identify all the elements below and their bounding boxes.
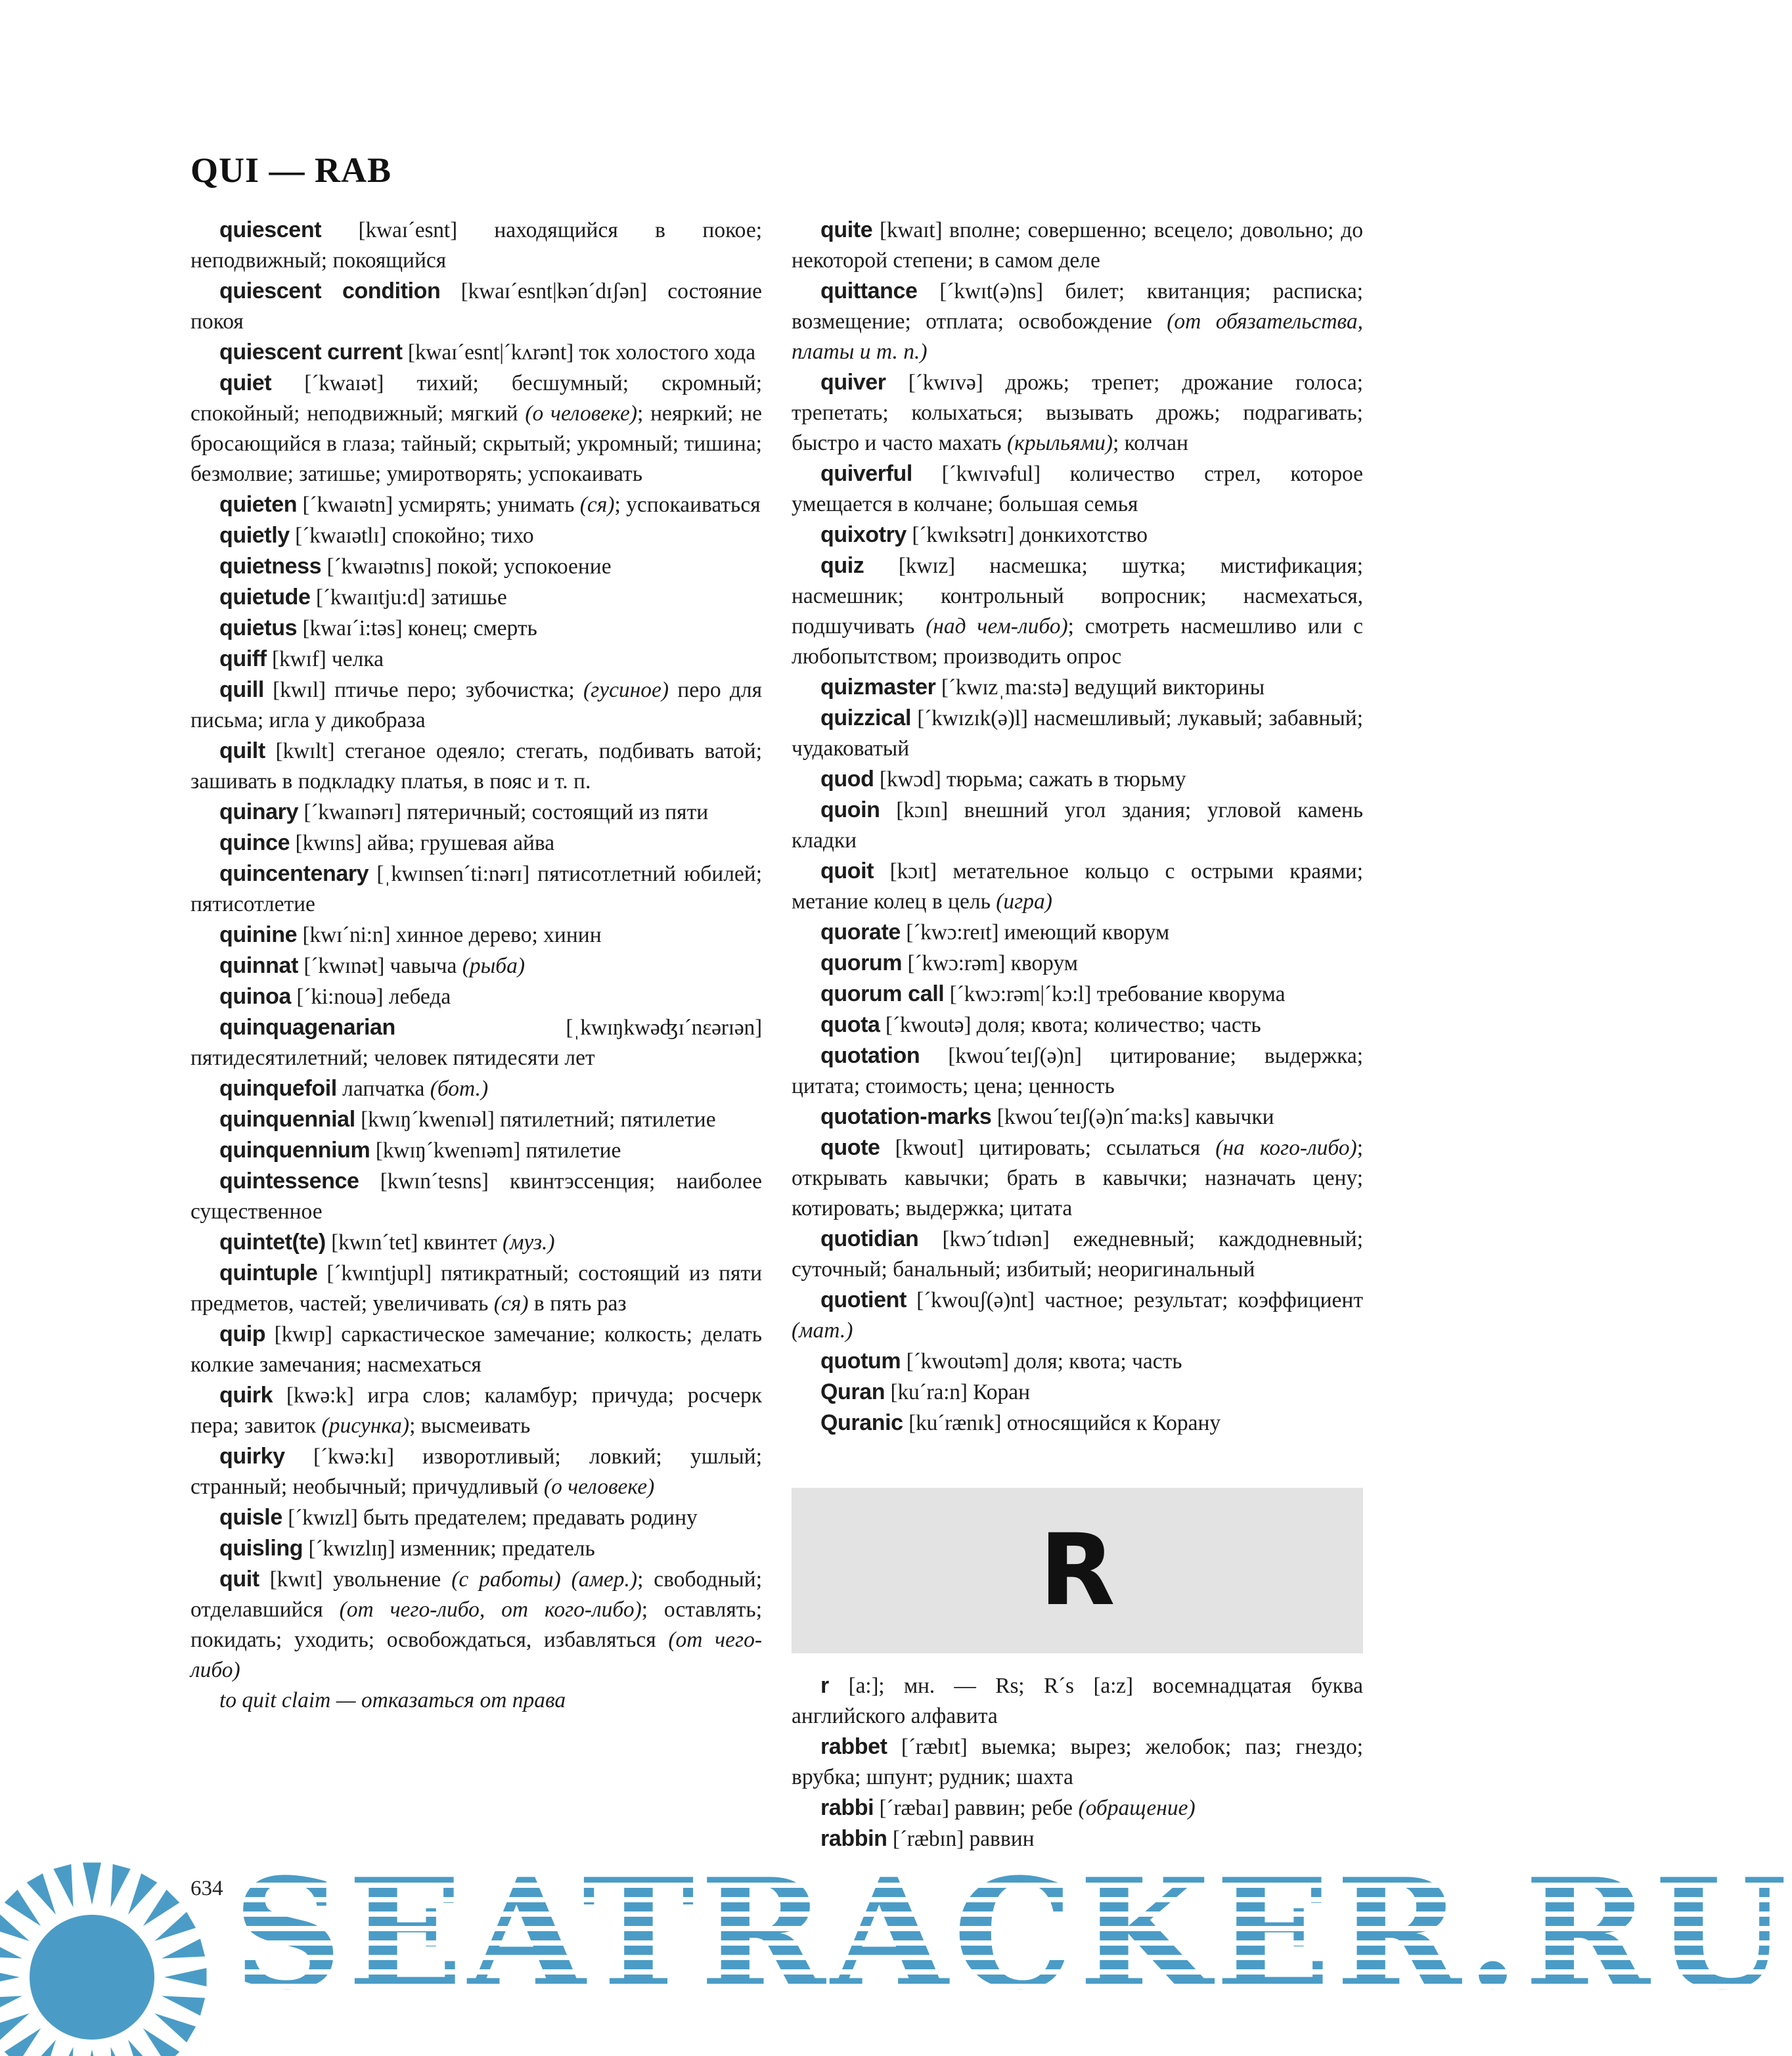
transcription: [´ræbɪn] <box>892 1827 964 1851</box>
definition: насмешка; шутка; мистификация; насмешник; контрольный вопросник; насмехаться, подшучивать <box>792 554 1364 638</box>
transcription: [kwaɪ´esnt] <box>358 218 457 242</box>
sun-ray <box>53 1864 73 1908</box>
headword: quite <box>820 217 873 242</box>
definition: в пять раз <box>528 1291 627 1316</box>
transcription: [kwout] <box>895 1136 964 1160</box>
usage-note: (ся) <box>493 1291 529 1316</box>
dictionary-entry <box>792 764 1363 795</box>
headword: quietly <box>219 523 290 548</box>
headword: quizzical <box>820 705 912 730</box>
headword: quinine <box>219 922 298 947</box>
transcription: [ˌkwɪnsen´ti:nərɪ] <box>376 862 530 886</box>
transcription: [kwɪn´tet] <box>331 1230 418 1255</box>
dictionary-entry <box>190 489 762 520</box>
dictionary-entry <box>792 1670 1363 1732</box>
headword: Quranic <box>820 1410 903 1435</box>
sun-ray <box>83 1863 101 1905</box>
headword: quota <box>820 1012 880 1037</box>
definition: пятисотлетний юбилей; пятисотлетие <box>190 862 763 916</box>
definition: затишье <box>430 585 507 610</box>
dictionary-entry <box>190 1564 762 1686</box>
definition: восемнадцатая буква английского алфавита <box>792 1674 1363 1728</box>
headword: quintet(te) <box>219 1230 326 1255</box>
definition: пятилетний; пятилетие <box>500 1107 716 1132</box>
definition: требование кворума <box>1096 982 1286 1006</box>
definition: стеганое одеяло; стегать, подбивать ватой; зашивать в подкладку платья, в пояс и т. п. <box>190 739 763 793</box>
headword: quinnat <box>219 953 298 978</box>
dictionary-entry <box>792 276 1363 367</box>
usage-note: (гусиное) <box>583 678 669 702</box>
dictionary-entry <box>190 1227 762 1258</box>
definition: ; свободный; отделавшийся <box>190 1567 763 1622</box>
definition: кавычки <box>1195 1105 1274 1129</box>
dictionary-entry <box>190 644 762 675</box>
dictionary-entry <box>190 1380 762 1441</box>
definition: ; колчан <box>1112 431 1188 455</box>
dictionary-entry <box>190 1319 762 1380</box>
headword: quizmaster <box>820 675 936 700</box>
transcription: [´kwoutə] <box>885 1013 972 1037</box>
dictionary-entry <box>190 1441 762 1502</box>
dictionary-entry <box>792 795 1363 856</box>
definition: тюрьма; сажать в тюрьму <box>946 767 1186 792</box>
transcription: [kwɪt] <box>269 1567 323 1592</box>
transcription: [´kwɪzl] <box>288 1506 358 1530</box>
dictionary-entry <box>792 520 1363 550</box>
dictionary-entry <box>792 367 1363 458</box>
headword: quinquefoil <box>219 1076 337 1101</box>
dictionary-entry <box>792 458 1363 520</box>
definition: цитирование; выдержка; цитата; стоимость; цена; ценность <box>792 1044 1364 1098</box>
sun-ray <box>164 1968 206 1986</box>
definition: изворотливый; ловкий; ушлый; странный; необычный; причудливый <box>190 1444 763 1499</box>
definition: внешний угол здания; угловой камень кладки <box>792 798 1364 853</box>
definition: ежедневный; каждодневный; суточный; банальный; избитый; неоригинальный <box>792 1227 1364 1282</box>
headword: rabbi <box>820 1795 874 1820</box>
definition: кворум <box>1010 951 1078 975</box>
transcription: [´kwaɪɪtju:d] <box>315 585 426 610</box>
dictionary-entry <box>792 1732 1363 1793</box>
definition: доля; квота; часть <box>1014 1349 1182 1374</box>
dictionary-entry <box>190 1073 762 1104</box>
usage-note: (о человеке) <box>543 1475 655 1499</box>
dictionary-entry <box>792 917 1363 948</box>
dictionary-entry <box>792 1040 1363 1102</box>
dictionary-entry <box>792 1346 1363 1377</box>
usage-note: (бот.) <box>430 1077 489 1101</box>
sun-ray <box>0 2013 30 2042</box>
headword: quinquennium <box>219 1138 370 1163</box>
definition: раввин <box>969 1827 1035 1851</box>
headword: quirky <box>219 1444 285 1469</box>
usage-note: (крыльями) <box>1007 431 1113 455</box>
dictionary-entry <box>792 856 1363 917</box>
headword: quintuple <box>219 1261 318 1285</box>
transcription: [´kwɪt(ə)ns] <box>939 279 1043 303</box>
transcription: [´kwɔ:rəm] <box>907 951 1006 975</box>
sun-ray <box>143 1890 179 1926</box>
section-letter-box <box>792 1488 1363 1653</box>
dictionary-entry <box>190 828 762 859</box>
transcription: [´kwɪnət] <box>303 954 385 978</box>
headword: quiverful <box>820 461 912 486</box>
dictionary-entry <box>190 613 762 644</box>
transcription: [kwɪp] <box>274 1322 332 1347</box>
usage-note: (муз.) <box>502 1230 555 1255</box>
headword: quinary <box>219 799 299 824</box>
transcription: [kwaɪ´i:təs] <box>302 616 403 640</box>
headword: quinquagenarian <box>219 1015 395 1040</box>
dictionary-entry <box>792 1285 1363 1346</box>
dictionary-entry <box>190 551 762 582</box>
usage-note: (ся) <box>579 493 615 517</box>
transcription: [kɔɪt] <box>889 859 937 883</box>
headword: quisling <box>219 1536 303 1561</box>
headword: quinquennial <box>219 1107 355 1132</box>
headword: quincentenary <box>219 861 369 886</box>
dictionary-entry <box>190 1166 762 1227</box>
dictionary-entry <box>190 215 762 276</box>
sun-ray <box>110 2047 130 2056</box>
transcription: [kwɪn´tesns] <box>380 1169 489 1194</box>
headword: quiver <box>820 370 886 395</box>
headword: quotation-marks <box>820 1104 992 1129</box>
definition: чавыча <box>390 954 457 978</box>
transcription: [kwaɪ´esnt|kən´dɪʃən] <box>460 279 648 303</box>
dictionary-entry <box>190 675 762 736</box>
usage-note: (с работы) (амер.) <box>451 1567 638 1592</box>
definition: состояние покоя <box>190 279 762 334</box>
sun-ray <box>53 2047 73 2056</box>
transcription: [kwɔ´tɪdɪən] <box>942 1227 1050 1251</box>
headword: quote <box>820 1135 880 1160</box>
headword: quiz <box>820 553 864 578</box>
headword: quietude <box>219 585 311 610</box>
definition: цитировать; ссылаться <box>979 1136 1201 1160</box>
transcription: [ku´ra:n] <box>890 1380 968 1404</box>
transcription: [´kwouʃ(ə)nt] <box>916 1288 1035 1312</box>
definition: имеющий кворум <box>1004 920 1170 945</box>
headword: quinoa <box>219 984 292 1009</box>
usage-note: (обращение) <box>1078 1796 1196 1820</box>
transcription: [kwə:k] <box>286 1383 354 1408</box>
dictionary-entry <box>190 1258 762 1319</box>
r-section-column <box>792 1670 1363 1854</box>
dictionary-entry <box>190 1135 762 1166</box>
dictionary-entry <box>792 672 1363 703</box>
right-column <box>792 215 1363 1439</box>
dictionary-entry <box>190 920 762 950</box>
dictionary-entry <box>792 550 1363 672</box>
transcription: [´kwɪzˌma:stə] <box>941 675 1069 700</box>
transcription: [kwɪ´ni:n] <box>302 923 391 947</box>
headword: quorum call <box>820 981 945 1006</box>
definition: пятилетие <box>526 1138 621 1163</box>
headword: r <box>820 1673 829 1698</box>
definition: квинтет <box>423 1230 497 1255</box>
dictionary-entry <box>792 1010 1363 1040</box>
dictionary-entry <box>190 950 762 981</box>
headword: quietness <box>219 554 322 579</box>
sun-ray <box>110 1864 130 1908</box>
transcription: [´kwaɪətnɪs] <box>326 554 432 579</box>
definition: находящийся в покое; неподвижный; покоящийся <box>190 218 763 273</box>
dictionary-entry <box>792 1793 1363 1823</box>
dictionary-entry <box>190 368 762 489</box>
definition: ; высмеивать <box>409 1414 531 1438</box>
dictionary-entry <box>190 797 762 828</box>
transcription: [´kwɪntjupl] <box>326 1261 432 1285</box>
definition: лебеда <box>388 985 451 1009</box>
headword: quotidian <box>820 1226 919 1251</box>
transcription: [´ræbɪt] <box>901 1735 968 1759</box>
definition: челка <box>331 647 384 671</box>
transcription: [´kwɪvə] <box>908 370 983 395</box>
definition: количество стрел, которое умещается в колчане; большая семья <box>792 462 1364 516</box>
headword: rabbet <box>820 1734 887 1759</box>
dictionary-entry <box>190 520 762 551</box>
sun-ray <box>5 2028 41 2056</box>
usage-note: (над чем-либо) <box>926 614 1068 638</box>
definition: Коран <box>973 1380 1031 1404</box>
transcription: [´kwaɪnərɪ] <box>303 800 401 824</box>
transcription: [kwɪf] <box>272 647 326 671</box>
definition: дрожь; трепет; дрожание голоса; трепетать; колыхаться; вызывать дрожь; подрагивать; быстро и часто махать <box>792 370 1364 455</box>
headword: quirk <box>219 1383 273 1408</box>
headword: quiescent <box>219 217 322 242</box>
definition: ; неяркий; не бросающийся в глаза; тайный; скрытый; укромный; тишина; безмолвие; затишье; умиротворять; успокаивать <box>190 401 762 486</box>
headword: quittance <box>820 279 918 303</box>
sun-ray <box>0 1912 30 1941</box>
dictionary-entry <box>190 981 762 1012</box>
transcription: [´kwɔ:reɪt] <box>906 920 999 945</box>
transcription: [kwou´teɪʃ(ə)n] <box>948 1044 1082 1068</box>
transcription: [kwɪŋ´kwenɪəl] <box>361 1107 495 1132</box>
definition: донкихотство <box>1019 523 1148 547</box>
transcription: [kwɔd] <box>879 767 941 792</box>
dictionary-entry <box>792 215 1363 276</box>
headword: quill <box>219 677 264 702</box>
usage-note: (игра) <box>996 889 1052 914</box>
headword: quotum <box>820 1349 901 1374</box>
headword: quince <box>219 830 290 855</box>
usage-note: (о человеке) <box>525 401 638 426</box>
headword: quietus <box>219 615 298 640</box>
dictionary-entry <box>792 948 1363 979</box>
definition: айва; грушевая айва <box>367 831 555 855</box>
section-letter: R <box>1039 1513 1115 1628</box>
transcription: [´ki:nouə] <box>296 985 384 1009</box>
transcription: [kwɪŋ´kwenɪəm] <box>375 1138 521 1163</box>
sun-ray <box>5 1890 41 1926</box>
transcription: [kwɪz] <box>898 554 955 578</box>
dictionary-entry <box>792 703 1363 764</box>
transcription: [kwou´teɪʃ(ə)n´ma:ks] <box>997 1105 1190 1129</box>
definition: увольнение <box>333 1567 441 1592</box>
definition: ; смотреть насмешливо или с любопытством; производить опрос <box>792 614 1363 669</box>
dictionary-entry <box>792 1224 1363 1285</box>
definition: тихий; бесшумный; скромный; спокойный; неподвижный; мягкий <box>190 371 762 426</box>
headword: quotient <box>820 1287 907 1312</box>
headword: quixotry <box>820 522 907 547</box>
definition: выемка; вырез; желобок; паз; гнездо; врубка; шпунт; рудник; шахта <box>792 1735 1364 1789</box>
transcription: [ˌkwɪŋkwəʤɪ´nɛərɪən] <box>566 1016 762 1040</box>
transcription: [´kwaɪətn] <box>302 493 393 517</box>
transcription: [´kwɔ:rəm|´kɔ:l] <box>949 982 1092 1006</box>
definition: конец; смерть <box>407 616 537 640</box>
left-column <box>190 215 762 1716</box>
definition: квинтэссенция; наиболее существенное <box>190 1169 762 1224</box>
definition: птичье перо; зубочистка; <box>334 678 575 702</box>
definition: пятидесятилетний; человек пятидесяти лет <box>190 1046 595 1070</box>
dictionary-entry <box>792 1132 1363 1224</box>
headword: quotation <box>820 1043 920 1068</box>
definition: игра слов; каламбур; причуда; росчерк пера; завиток <box>190 1383 763 1438</box>
definition: ток холостого хода <box>579 340 756 365</box>
headword: quorate <box>820 920 901 945</box>
definition: метательное кольцо с острыми краями; метание колец в цель <box>792 859 1364 914</box>
definition: ; открывать кавычки; брать в кавычки; назначать цену; котировать; выдержка; цитата <box>792 1136 1363 1220</box>
sun-ray <box>143 2028 179 2056</box>
transcription: [´ræbaɪ] <box>879 1796 949 1820</box>
definition: изменник; предатель <box>400 1536 595 1561</box>
definition: пятикратный; состоящий из пяти предметов, частей; увеличивать <box>190 1261 763 1316</box>
headword: quieten <box>219 492 298 517</box>
sun-ray <box>27 1873 56 1915</box>
transcription: [´kwɪzlɪŋ] <box>308 1536 395 1561</box>
dictionary-entry <box>190 1104 762 1135</box>
definition: билет; квитанция; расписка; возмещение; отплата; освобождение <box>792 279 1364 334</box>
sun-ray <box>0 1938 22 1958</box>
dictionary-entry <box>792 1408 1363 1439</box>
headword: quiff <box>219 646 267 671</box>
dictionary-entry <box>190 1533 762 1564</box>
dictionary-entry <box>190 1502 762 1533</box>
sun-ray <box>154 2013 196 2042</box>
definition: ведущий викторины <box>1074 675 1265 700</box>
definition: спокойно; тихо <box>392 524 534 548</box>
usage-note: (мат.) <box>792 1318 853 1343</box>
transcription: [´kwɪksətrɪ] <box>912 523 1015 547</box>
headword: Quran <box>820 1379 885 1404</box>
dictionary-entry <box>792 1377 1363 1408</box>
dictionary-entry <box>190 859 762 920</box>
definition: насмешливый; лукавый; забавный; чудаковатый <box>792 706 1363 761</box>
dictionary-entry <box>190 1012 762 1073</box>
transcription: [´kwə:kɪ] <box>313 1444 394 1469</box>
definition: частное; результат; коэффициент <box>1044 1288 1363 1312</box>
headword: quoit <box>820 859 874 883</box>
headword: quorum <box>820 950 903 975</box>
sun-ray <box>0 1996 22 2015</box>
transcription: [ku´rænɪk] <box>908 1411 1002 1435</box>
definition: перо для письма; игла у дикобраза <box>190 678 763 732</box>
definition: покой; успокоение <box>437 554 612 579</box>
transcription: [kɔɪn] <box>896 798 949 822</box>
dictionary-entry <box>190 337 762 368</box>
headword: quiescent current <box>219 340 403 365</box>
watermark-text: SEATRACKER.RU <box>233 1846 1792 2023</box>
usage-note: (от чего-либо) <box>190 1628 762 1682</box>
headword: quiet <box>219 370 272 395</box>
dictionary-entry <box>190 736 762 797</box>
sun-ray <box>128 1873 157 1915</box>
definition: вполне; совершенно; всецело; довольно; до некоторой степени; в самом деле <box>792 218 1363 273</box>
definition: пятеричный; состоящий из пяти <box>407 800 709 824</box>
sun-ray <box>162 1938 205 1958</box>
transcription: [kwaɪ´esnt|´kʌrənt] <box>407 340 574 365</box>
definition: ; оставлять; покидать; уходить; освобождаться, избавляться <box>190 1598 763 1652</box>
page-header: QUI — RAB <box>190 150 392 190</box>
headword: quip <box>219 1322 266 1347</box>
headword: quit <box>219 1567 259 1592</box>
usage-note: (от обязательства, платы и т. п.) <box>792 309 1363 364</box>
transcription: [kwɪl] <box>273 678 326 702</box>
definition: лапчатка <box>342 1077 425 1101</box>
definition: быть предателем; предавать родину <box>363 1506 698 1530</box>
usage-note: (рисунка) <box>321 1414 410 1438</box>
transcription: [´kwaɪətlɪ] <box>295 524 387 548</box>
headword: quintessence <box>219 1169 359 1194</box>
headword: rabbin <box>820 1826 887 1851</box>
definition: усмирять; унимать <box>398 493 575 517</box>
definition: ; успокаиваться <box>614 493 761 517</box>
transcription: [´kwaɪət] <box>304 371 384 395</box>
transcription: [´kwɪvəful] <box>941 462 1041 486</box>
transcription: [kwɪlt] <box>275 739 335 763</box>
transcription: [kwɪns] <box>295 831 362 855</box>
transcription: [kwaɪt] <box>879 218 943 242</box>
phrase-example: to quit claim — отказаться от права <box>219 1688 566 1712</box>
definition: доля; квота; количество; часть <box>976 1013 1261 1037</box>
sun-ray <box>154 1912 196 1941</box>
dictionary-entry <box>792 979 1363 1010</box>
sun-ray <box>162 1996 205 2015</box>
headword: quoin <box>820 797 880 822</box>
headword: quisle <box>219 1505 282 1530</box>
headword: quilt <box>219 738 265 763</box>
dictionary-entry <box>792 1102 1363 1132</box>
sun-ray <box>83 2049 101 2056</box>
definition: относящийся к Корану <box>1006 1411 1221 1435</box>
transcription: [´kwoutəm] <box>906 1349 1009 1374</box>
headword: quiescent condition <box>219 279 441 303</box>
dictionary-entry <box>190 582 762 613</box>
page-number: 634 <box>190 1877 223 1900</box>
usage-note: (рыба) <box>462 954 526 978</box>
sun-ray <box>0 1968 20 1986</box>
dictionary-entry <box>190 276 762 337</box>
transcription: [a:]; мн. — Rs; R´s [a:z] <box>848 1674 1133 1698</box>
transcription: [´kwɪzɪk(ə)l] <box>917 706 1028 730</box>
usage-note: (на кого-либо) <box>1215 1136 1357 1160</box>
definition: хинное дерево; хинин <box>395 923 602 947</box>
definition: раввин; ребе <box>954 1796 1073 1820</box>
definition: саркастическое замечание; колкость; делать колкие замечания; насмехаться <box>190 1322 763 1377</box>
usage-note: (от чего-либо, от кого-либо) <box>339 1598 642 1622</box>
headword: quod <box>820 767 874 792</box>
